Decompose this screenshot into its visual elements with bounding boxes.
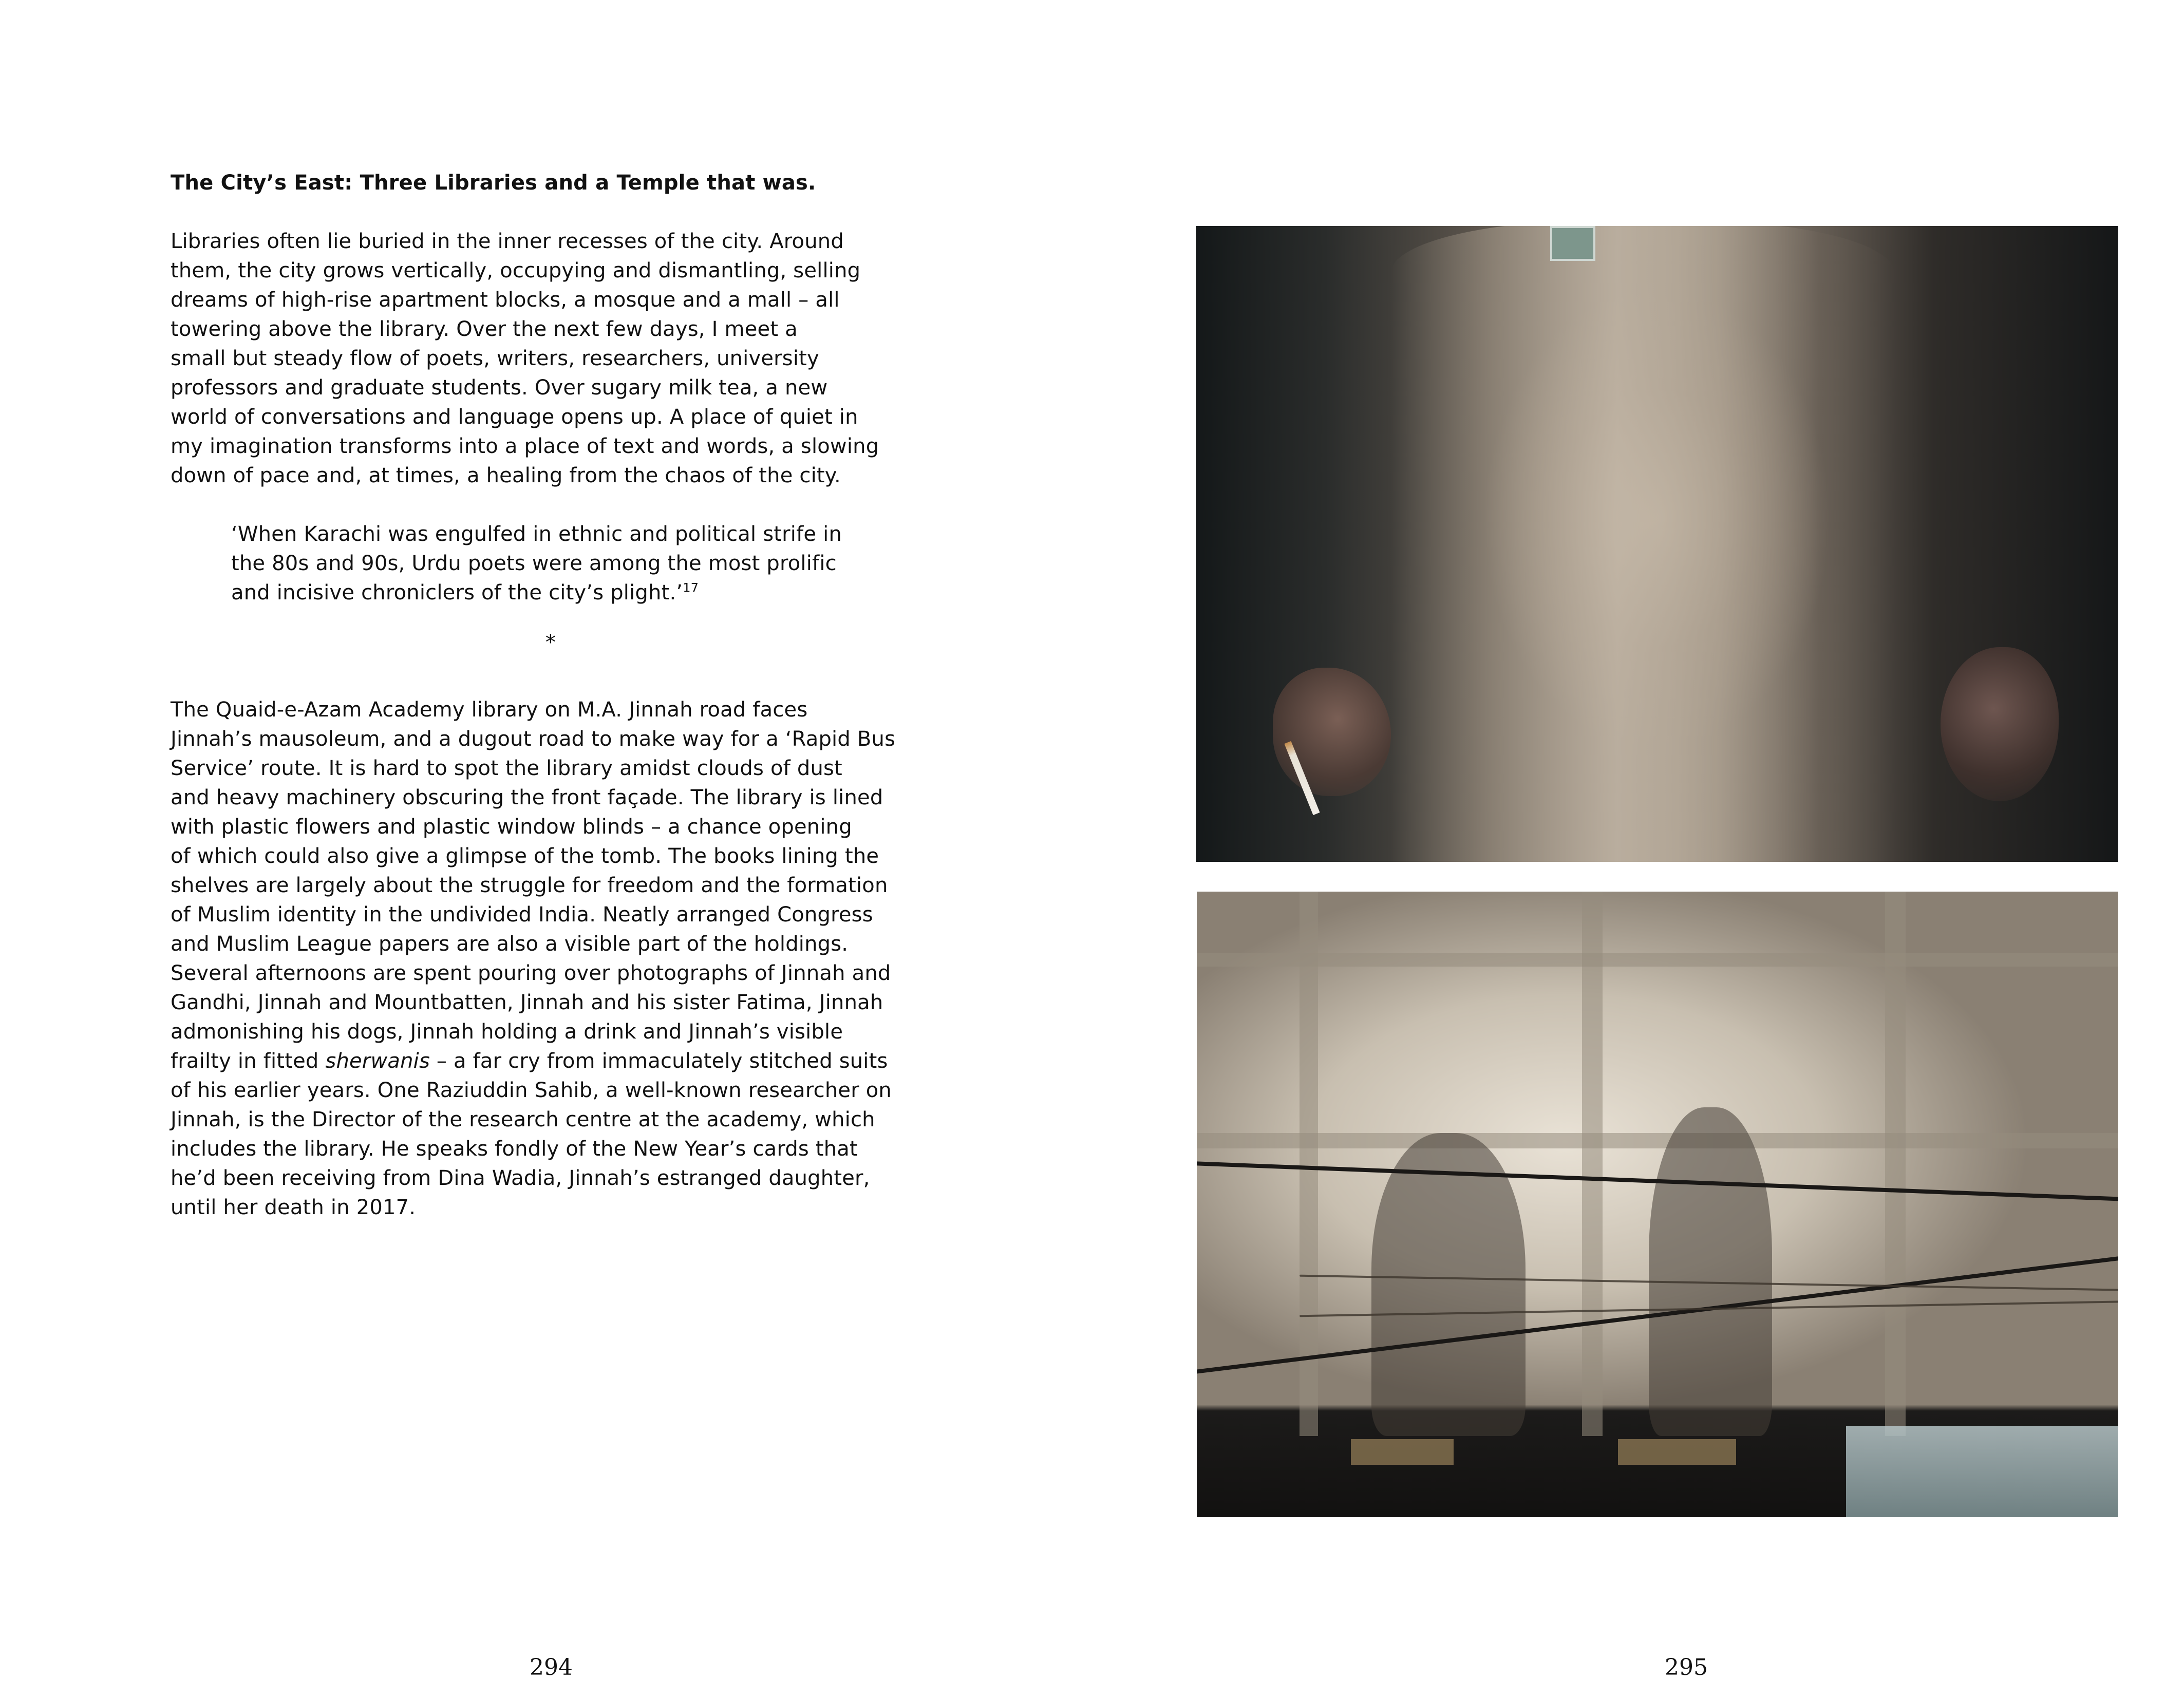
photo-shadows-on-wall-with-wires (1197, 892, 2118, 1517)
photo-ledge-light (1351, 1439, 1454, 1465)
quote-line: ‘When Karachi was engulfed in ethnic and political strife in (231, 522, 842, 546)
paragraph-line-with-italic (171, 1047, 941, 1076)
paragraph-line: towering above the library. Over the next few days, I meet a (171, 317, 798, 341)
quote-line: the 80s and 90s, Urdu poets were among the most prolific (231, 552, 837, 575)
paragraph-line: them, the city grows vertically, occupying and dismantling, selling (171, 259, 861, 282)
paragraph-line: with plastic flowers and plastic window blinds – a chance opening (171, 815, 852, 839)
paragraph-line: he’d been receiving from Dina Wadia, Jinnah’s estranged daughter, (171, 1166, 870, 1190)
italic-line-suffix: – a far cry from immaculately stitched suits (429, 1049, 888, 1073)
page-number-left: 294 (530, 1654, 573, 1681)
paragraph-line: dreams of high-rise apartment blocks, a mosque and a mall – all (171, 288, 840, 312)
paragraph-1 (171, 227, 941, 490)
photo-shadow-figure (1371, 1133, 1526, 1436)
paragraph-line: of his earlier years. One Raziuddin Sahib, a well-known researcher on (171, 1079, 892, 1102)
footnote-marker[interactable]: 17 (683, 580, 699, 595)
photo-window-shadow-bar (1197, 1133, 2118, 1148)
italic-word: sherwanis (325, 1049, 430, 1073)
paragraph-line: shelves are largely about the struggle for freedom and the formation (171, 874, 888, 897)
photo-window-shadow-bar (1885, 892, 1906, 1436)
block-quote (231, 520, 941, 608)
paragraph-line: The Quaid-e-Azam Academy library on M.A. Jinnah road faces (171, 698, 808, 722)
photo-window-shadow-bar (1197, 953, 2118, 967)
article-text-column (171, 168, 941, 1222)
paragraph-line: my imagination transforms into a place of text and words, a slowing (171, 435, 879, 458)
section-heading: The City’s East: Three Libraries and a Temple that was. (171, 171, 816, 195)
paragraph-line: and Muslim League papers are also a visible part of the holdings. (171, 932, 849, 956)
section-separator: * (545, 631, 556, 654)
photo-window-shadow-bar (1300, 892, 1318, 1436)
paragraph-line: until her death in 2017. (171, 1196, 416, 1219)
paragraph-line: world of conversations and language opens up. A place of quiet in (171, 405, 858, 429)
paragraph-line: Gandhi, Jinnah and Mountbatten, Jinnah and his sister Fatima, Jinnah (171, 991, 883, 1014)
paragraph-2 (171, 695, 941, 1222)
photo-man-in-kurta-with-cigarette (1196, 226, 2118, 862)
paragraph-line: small but steady flow of poets, writers, researchers, university (171, 347, 819, 370)
paragraph-line: Service’ route. It is hard to spot the library amidst clouds of dust (171, 757, 842, 780)
photo-pocket-tag (1550, 226, 1595, 261)
paragraph-line: Several afternoons are spent pouring over photographs of Jinnah and (171, 961, 891, 985)
photo-ledge-light (1618, 1439, 1736, 1465)
italic-line-prefix: frailty in fitted (171, 1049, 326, 1073)
quote-line-text: and incisive chroniclers of the city’s plight.’ (231, 581, 683, 605)
paragraph-line: Libraries often lie buried in the inner recesses of the city. Around (171, 230, 844, 253)
paragraph-line: includes the library. He speaks fondly of the New Year’s cards that (171, 1137, 858, 1161)
photo-left-hand (1273, 668, 1391, 796)
photo-window-shadow-bar (1582, 892, 1603, 1436)
paragraph-line: down of pace and, at times, a healing from the chaos of the city. (171, 464, 841, 487)
paragraph-line: professors and graduate students. Over sugary milk tea, a new (171, 376, 828, 400)
paragraph-line: admonishing his dogs, Jinnah holding a drink and Jinnah’s visible (171, 1020, 843, 1044)
paragraph-line: Jinnah’s mausoleum, and a dugout road to make way for a ‘Rapid Bus (171, 727, 896, 751)
paragraph-line: of which could also give a glimpse of the tomb. The books lining the (171, 844, 879, 868)
page-number-right: 295 (1665, 1654, 1708, 1681)
photo-right-hand (1941, 647, 2059, 801)
paragraph-line: and heavy machinery obscuring the front façade. The library is lined (171, 786, 883, 809)
paragraph-line: of Muslim identity in the undivided India. Neatly arranged Congress (171, 903, 873, 927)
paragraph-line: Jinnah, is the Director of the research centre at the academy, which (171, 1108, 875, 1131)
photo-robe-shape (1391, 226, 1894, 862)
photo-corner-light (1846, 1426, 2118, 1517)
quote-line-last (231, 578, 941, 608)
photo-shadow-figure (1649, 1107, 1772, 1436)
